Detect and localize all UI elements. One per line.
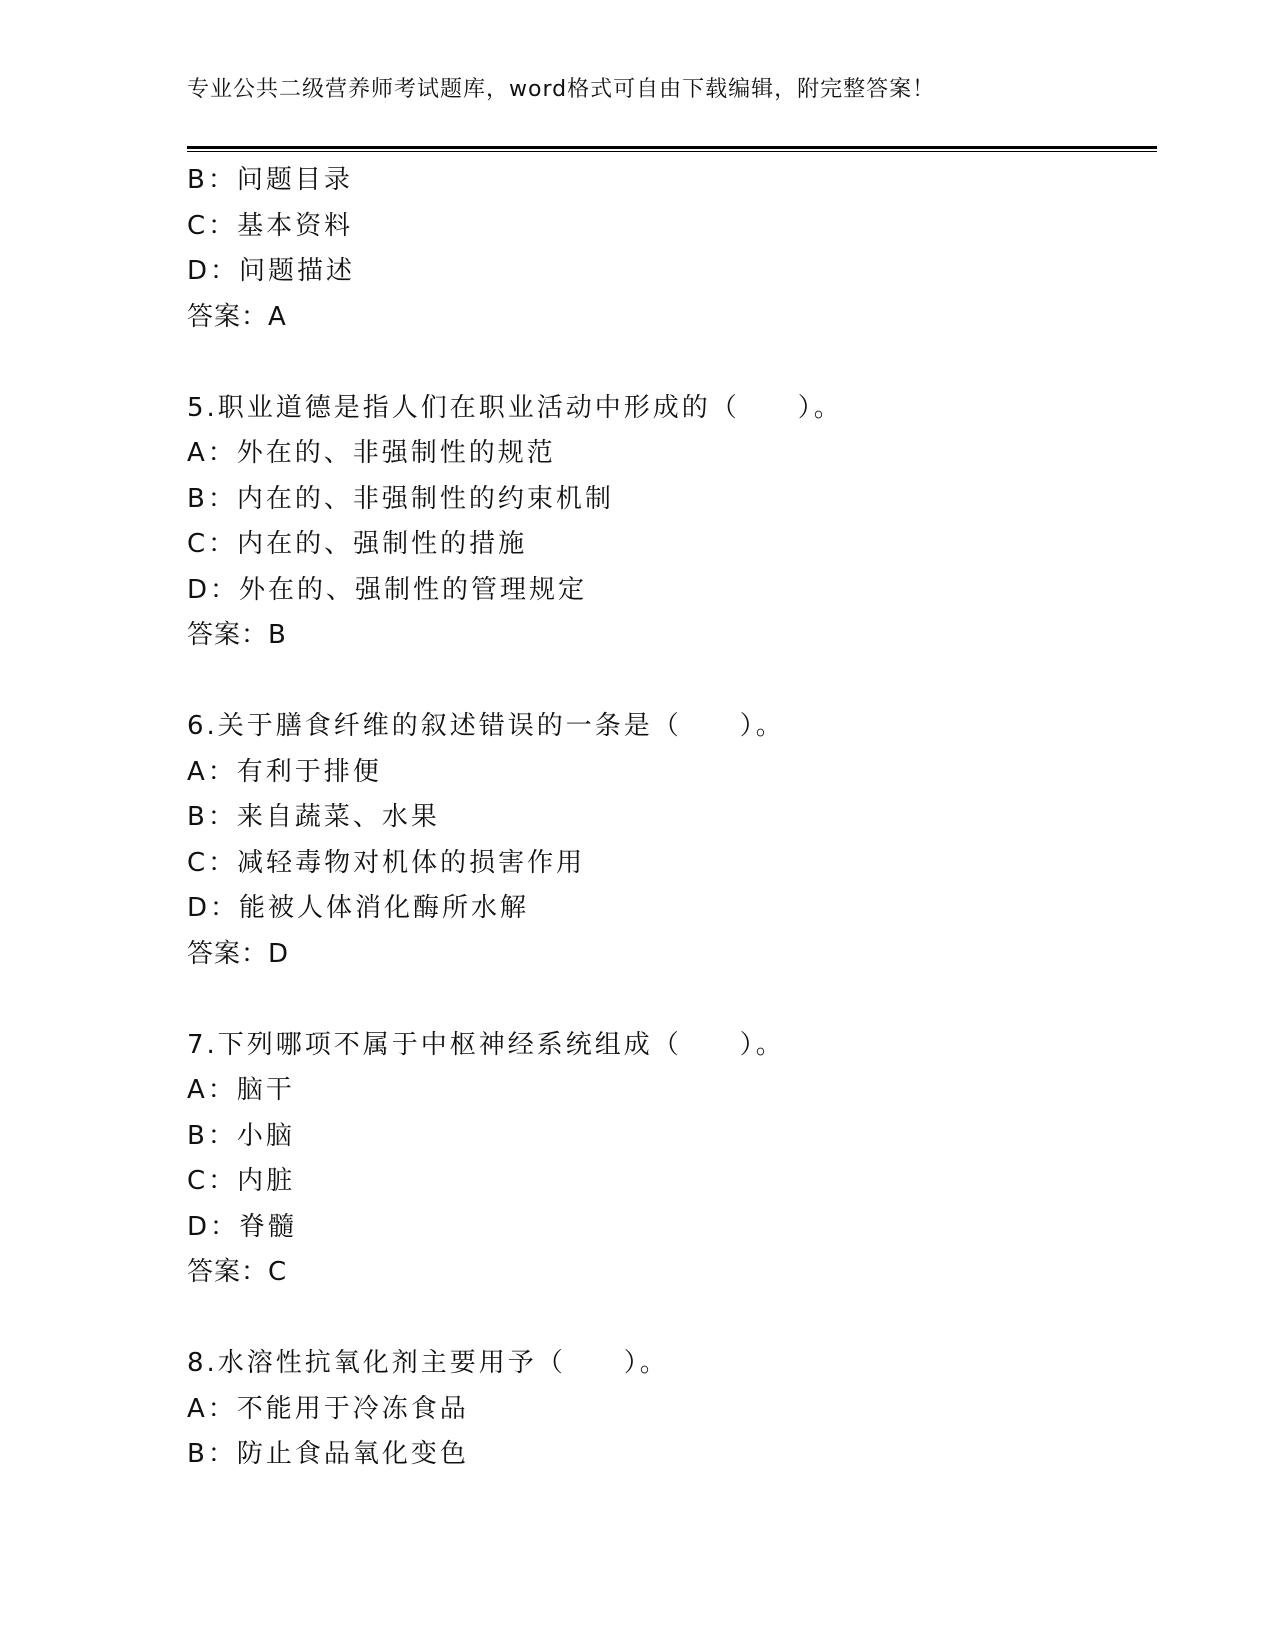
option-a: A：不能用于冷冻食品: [187, 1393, 469, 1424]
question-stem: 6.关于膳食纤维的叙述错误的一条是（ ）。: [187, 711, 785, 741]
question-7: [187, 1023, 1167, 1296]
option-a: A：脑干: [187, 1075, 295, 1105]
question-stem: 7.下列哪项不属于中枢神经系统组成（ ）。: [187, 1029, 785, 1060]
partial-question-4: [187, 158, 1167, 340]
option-b: B：问题目录: [187, 165, 353, 195]
question-8: [187, 1341, 1167, 1478]
option-c: C：内脏: [187, 1166, 296, 1196]
answer-line: 答案：B: [187, 620, 287, 650]
option-c: C：基本资料: [187, 210, 354, 241]
option-b: B：来自蔬菜、水果: [187, 802, 440, 832]
answer-line: 答案：C: [187, 1257, 288, 1287]
option-a: A：外在的、非强制性的规范: [187, 438, 556, 468]
answer-line: 答案：A: [187, 301, 287, 332]
option-b: B：小脑: [187, 1120, 295, 1151]
option-b: B：内在的、非强制性的约束机制: [187, 483, 614, 514]
question-stem: 5.职业道德是指人们在职业活动中形成的（ ）。: [187, 392, 843, 423]
question-spacer: [187, 340, 1167, 386]
option-d: D：能被人体消化酶所水解: [187, 893, 530, 923]
header-rule-thin: [187, 151, 1157, 152]
question-5: [187, 386, 1167, 659]
question-stem: 8.水溶性抗氧化剂主要用予（ ）。: [187, 1348, 669, 1378]
header-rule-thick: [187, 146, 1157, 149]
question-spacer: [187, 977, 1167, 1023]
answer-line: 答案：D: [187, 938, 290, 969]
option-c: C：减轻毒物对机体的损害作用: [187, 847, 586, 878]
option-b: B：防止食品氧化变色: [187, 1439, 469, 1469]
option-c: C：内在的、强制性的措施: [187, 529, 528, 559]
question-spacer: [187, 659, 1167, 705]
question-spacer: [187, 1296, 1167, 1342]
option-d: D：脊髓: [187, 1211, 298, 1242]
question-list: [187, 158, 1167, 1478]
option-d: D：问题描述: [187, 256, 356, 286]
page-header: 专业公共二级营养师考试题库，word格式可自由下载编辑，附完整答案！: [187, 77, 936, 102]
option-d: D：外在的、强制性的管理规定: [187, 574, 588, 605]
option-a: A：有利于排便: [187, 756, 382, 787]
question-6: [187, 704, 1167, 977]
